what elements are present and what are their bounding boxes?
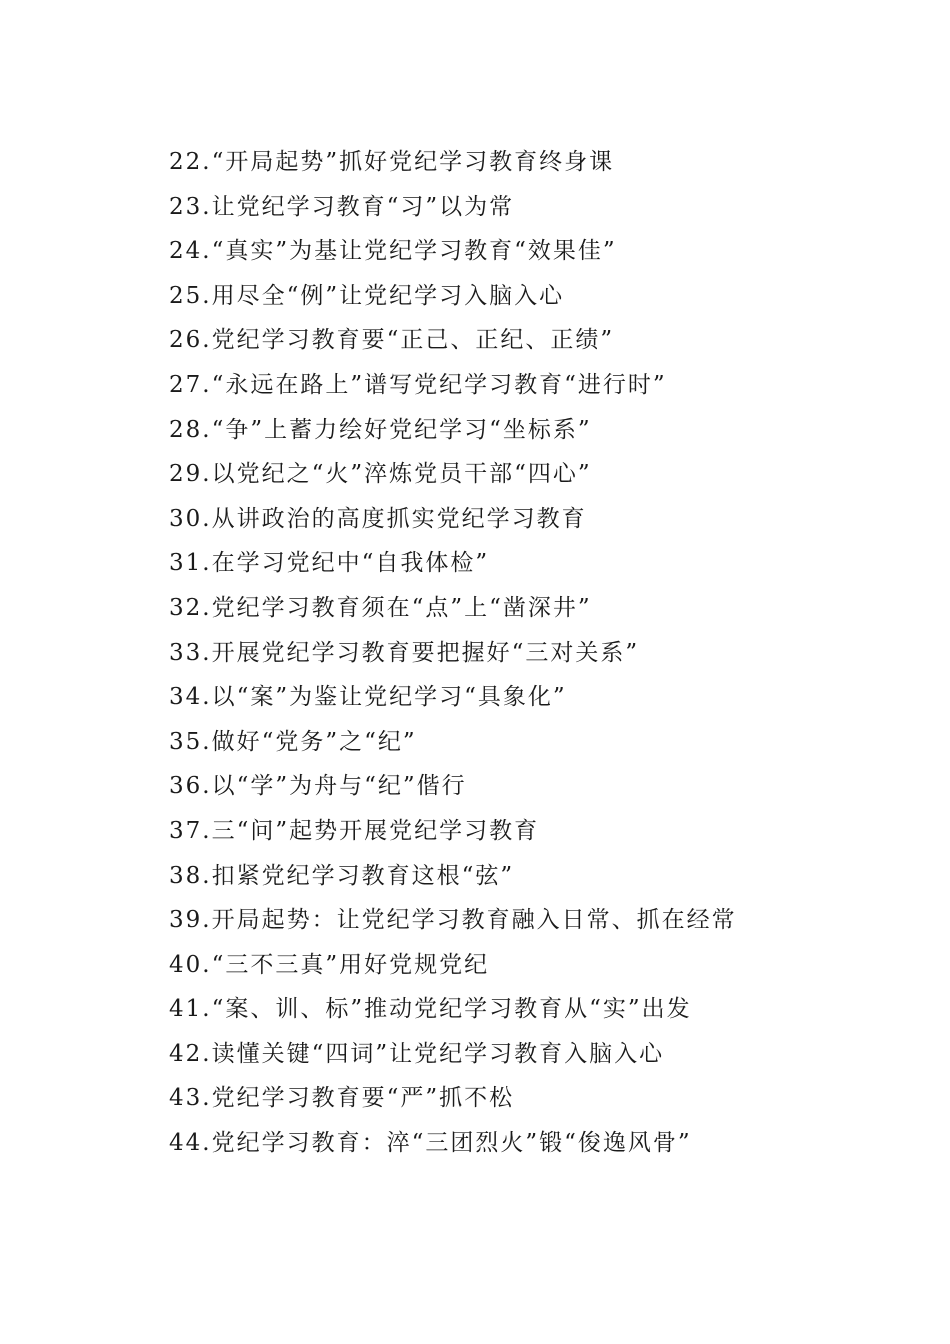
list-item: 36.以“学”为舟与“纪”偕行 [169, 773, 467, 800]
list-item: 23.让党纪学习教育“习”以为常 [169, 193, 515, 220]
title-list [169, 140, 737, 1166]
list-item: 29.以党纪之“火”淬炼党员干部“四心” [169, 461, 592, 488]
list-item: 31.在学习党纪中“自我体检” [169, 550, 490, 577]
list-item: 42.读懂关键“四词”让党纪学习教育入脑入心 [169, 1040, 665, 1067]
list-item: 41.“案、训、标”推动党纪学习教育从“实”出发 [169, 996, 692, 1023]
list-item: 37.三“问”起势开展党纪学习教育 [169, 817, 540, 844]
list-item: 28.“争”上蓄力绘好党纪学习“坐标系” [169, 416, 592, 443]
list-item: 24.“真实”为基让党纪学习教育“效果佳” [169, 238, 617, 265]
list-item: 43.党纪学习教育要“严”抓不松 [169, 1085, 515, 1112]
list-item: 33.开展党纪学习教育要把握好“三对关系” [169, 639, 640, 666]
list-item: 35.做好“党务”之“纪” [169, 728, 417, 755]
list-item: 22.“开局起势”抓好党纪学习教育终身课 [169, 149, 615, 175]
list-item: 30.从讲政治的高度抓实党纪学习教育 [169, 505, 587, 532]
list-item: 25.用尽全“例”让党纪学习入脑入心 [169, 282, 565, 309]
list-item: 44.党纪学习教育：淬“三团烈火”锻“俊逸风骨” [169, 1130, 692, 1157]
list-item: 27.“永远在路上”谱写党纪学习教育“进行时” [169, 371, 667, 398]
list-item: 34.以“案”为鉴让党纪学习“具象化” [169, 684, 567, 711]
list-item: 39.开局起势：让党纪学习教育融入日常、抓在经常 [169, 907, 737, 934]
list-item: 40.“三不三真”用好党规党纪 [169, 951, 490, 978]
list-item: 32.党纪学习教育须在“点”上“凿深井” [169, 594, 592, 621]
list-item: 26.党纪学习教育要“正己、正纪、正绩” [169, 327, 615, 354]
list-item: 38.扣紧党纪学习教育这根“弦” [169, 862, 515, 889]
